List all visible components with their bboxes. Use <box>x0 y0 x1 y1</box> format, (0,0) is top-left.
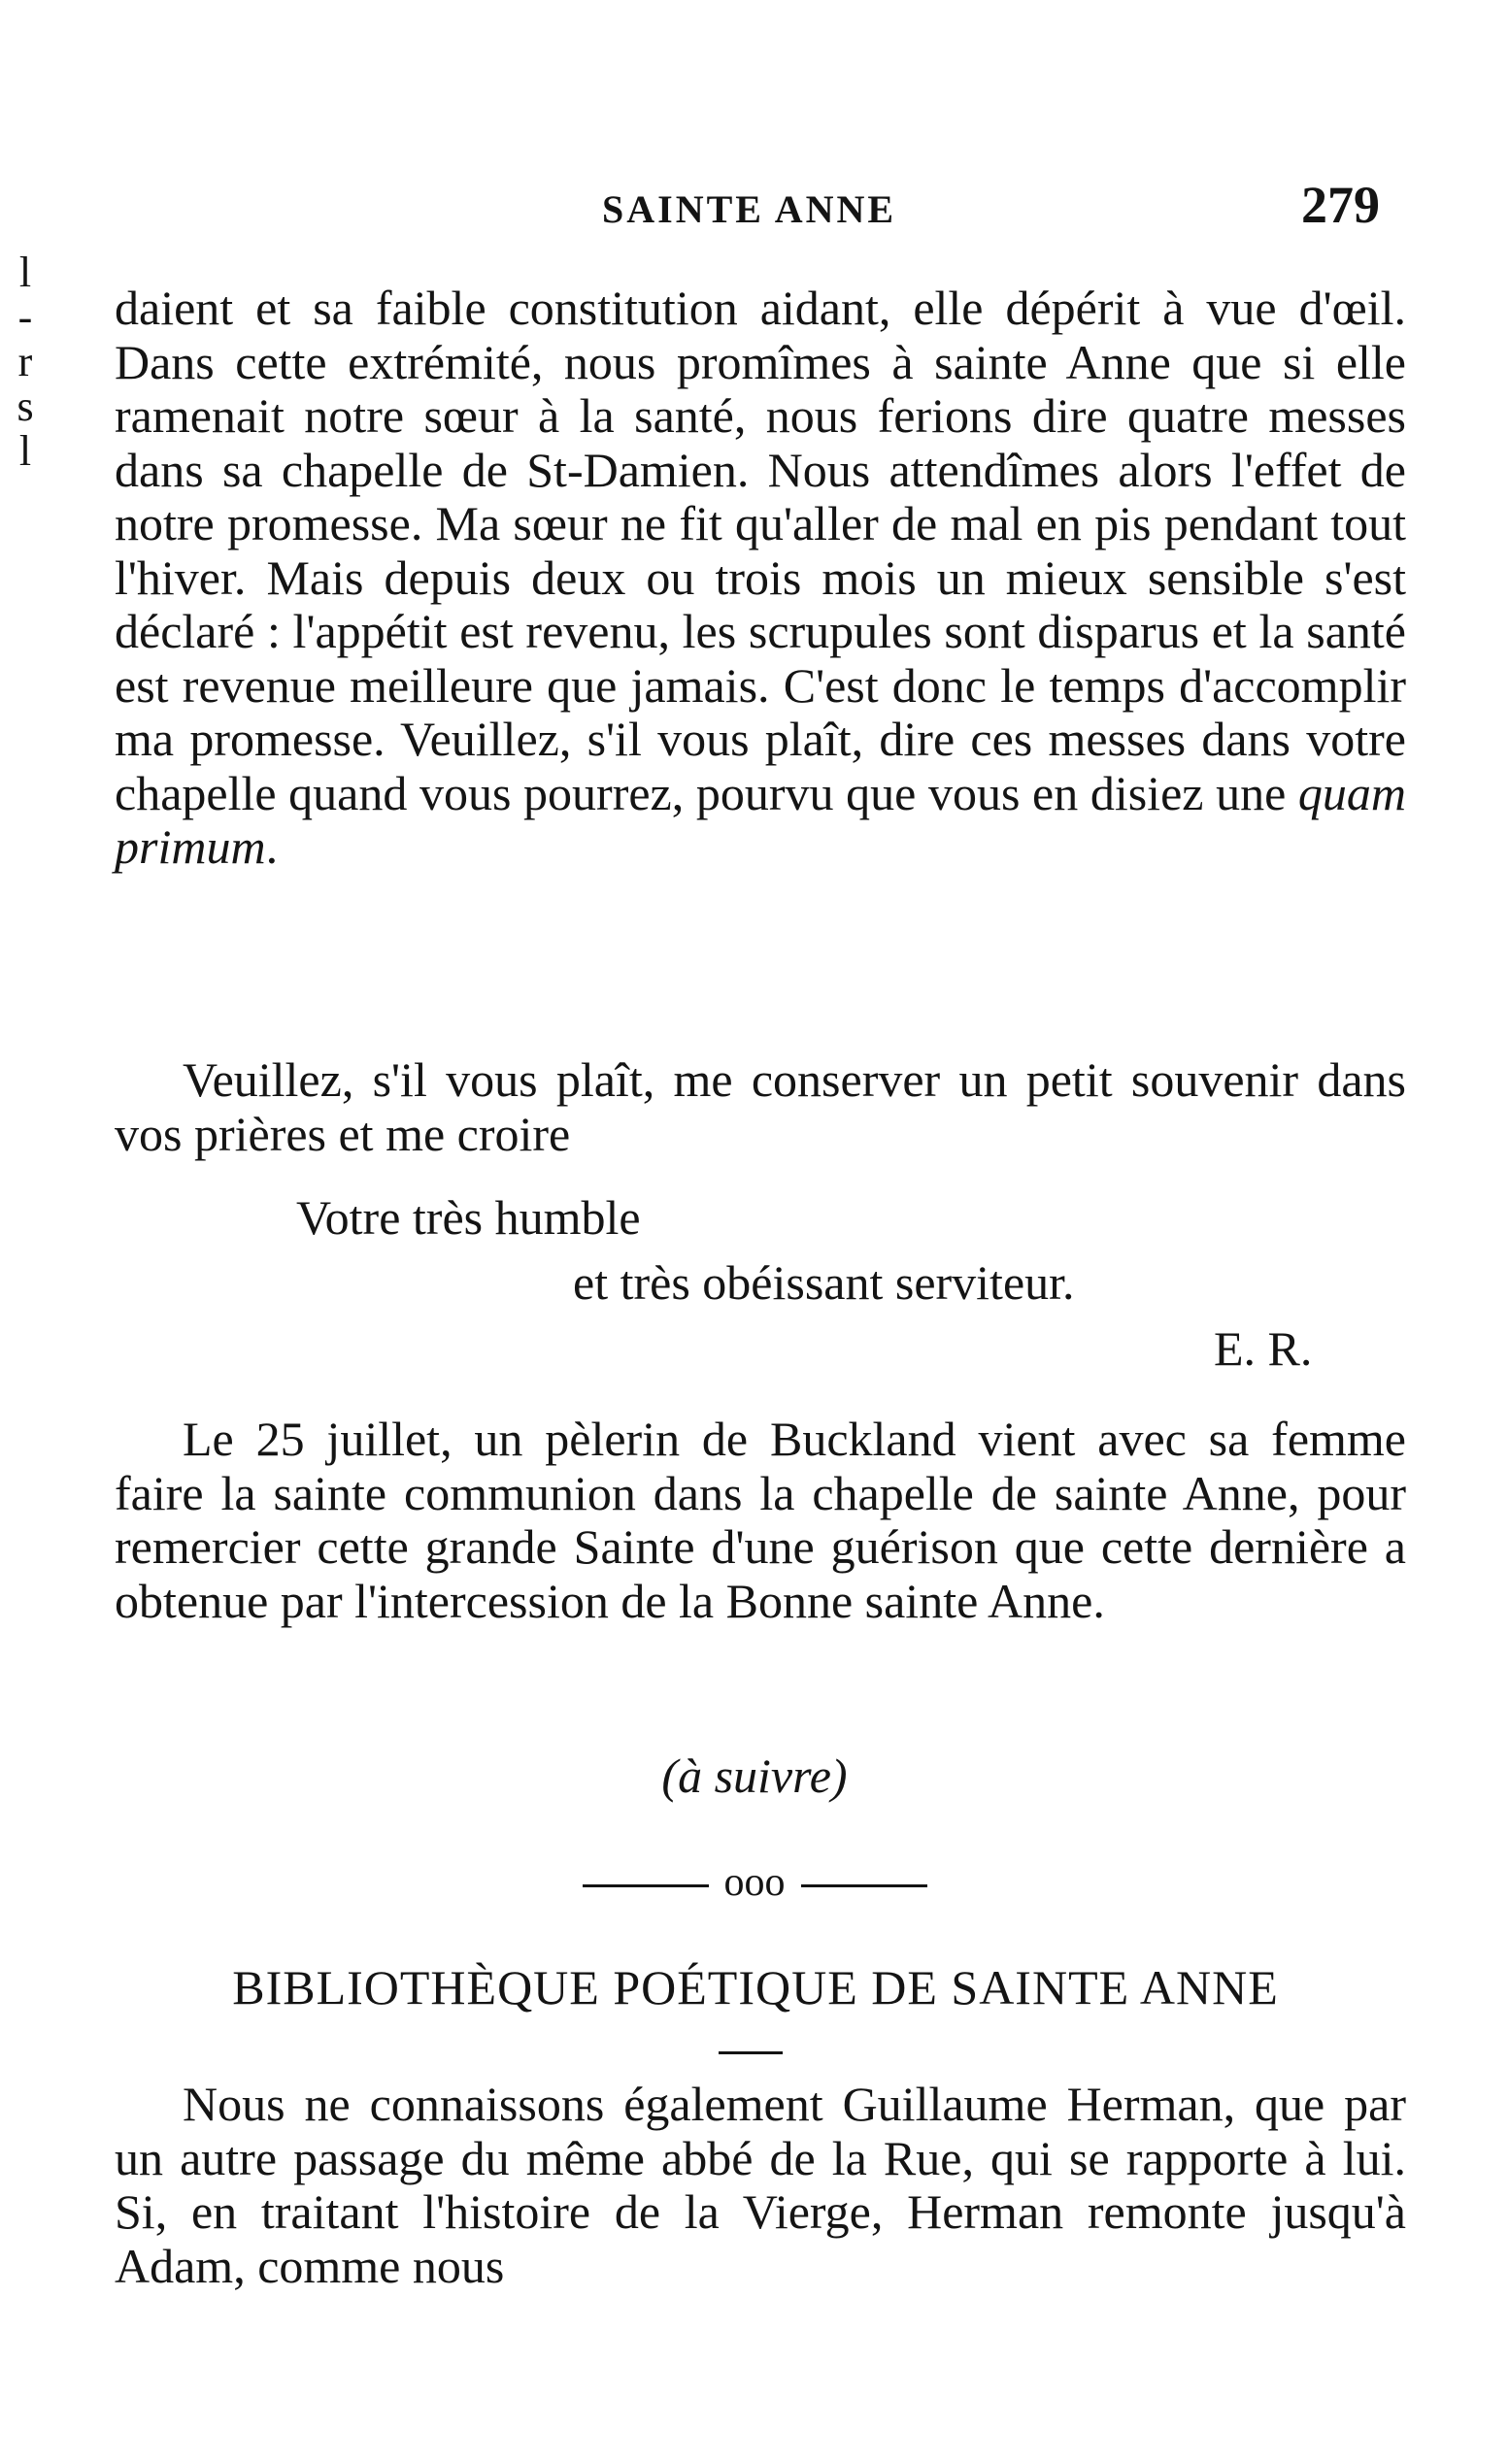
running-head: SAINTE ANNE <box>602 187 897 231</box>
title-rule <box>719 2051 783 2054</box>
letter-body <box>115 282 1406 875</box>
margin-fragment <box>6 250 45 474</box>
pilgrim-paragraph <box>115 1413 1406 1628</box>
paragraph-1 <box>115 282 1406 875</box>
paragraph-4: Nous ne connaissons également Guillaume Herman, que par un autre passage du même abbé de la Rue, qui se rapporte à lui. Si, en traitant l'histoire de la Vierge, Herman remonte jusqu'à Adam, comme nous <box>115 2077 1406 2293</box>
margin-letter: l <box>18 249 32 296</box>
separator <box>0 1859 1509 1906</box>
separator-line-left <box>583 1884 709 1887</box>
signature: E. R. <box>1214 1321 1313 1376</box>
paragraph-1-end: . <box>265 819 279 874</box>
to-be-continued: (à suivre) <box>661 1748 848 1803</box>
margin-letter: l <box>18 427 32 475</box>
closing-line-2: et très obéissant serviteur. <box>573 1255 1075 1310</box>
separator-ornament: ooo <box>723 1860 786 1905</box>
section-title: BIBLIOTHÈQUE POÉTIQUE DE SAINTE ANNE <box>232 1960 1279 2014</box>
margin-letter: s <box>17 383 34 430</box>
letter-closing-paragraph <box>115 1053 1406 1161</box>
paragraph-2: Veuillez, s'il vous plaît, me conserver un petit souvenir dans vos prières et me croire <box>115 1052 1406 1161</box>
closing-line-1: Votre très humble <box>296 1190 641 1245</box>
latin-phrase: quam primum <box>115 765 1407 874</box>
separator-line-right <box>801 1884 927 1887</box>
page-number: 279 <box>1301 176 1380 234</box>
margin-letter: r <box>17 338 33 385</box>
margin-letter: - <box>17 293 33 341</box>
paragraph-1-text: daient et sa faible constitution aidant, elle dépérit à vue d'œil. Dans cette extrémité, nous promîmes à sainte Anne que si elle ramenait notre sœur à la santé, nous ferions dire quatre messes dans sa chapelle de St-Damien. Nous attendîmes alors l'effet de notre promesse. Ma sœur ne fit qu'aller de mal en pis pendant tout l'hiver. Mais depuis deux ou trois mois un mieux sensible s'est déclaré : l'appétit est revenu, les scrupules sont disparus et la santé est revenue meilleure que jamais. C'est donc le temps d'accomplir ma promesse. Veuillez, s'il vous plaît, dire ces messes dans votre chapelle quand vous pourrez, pourvu que vous en disiez une <box>115 281 1406 820</box>
section-body <box>115 2078 1406 2293</box>
paragraph-3: Le 25 juillet, un pèlerin de Buckland vient avec sa femme faire la sainte communion dans la chapelle de sainte Anne, pour remercier cette grande Sainte d'une guérison que cette dernière a obtenue par l'intercession de la Bonne sainte Anne. <box>115 1412 1406 1628</box>
